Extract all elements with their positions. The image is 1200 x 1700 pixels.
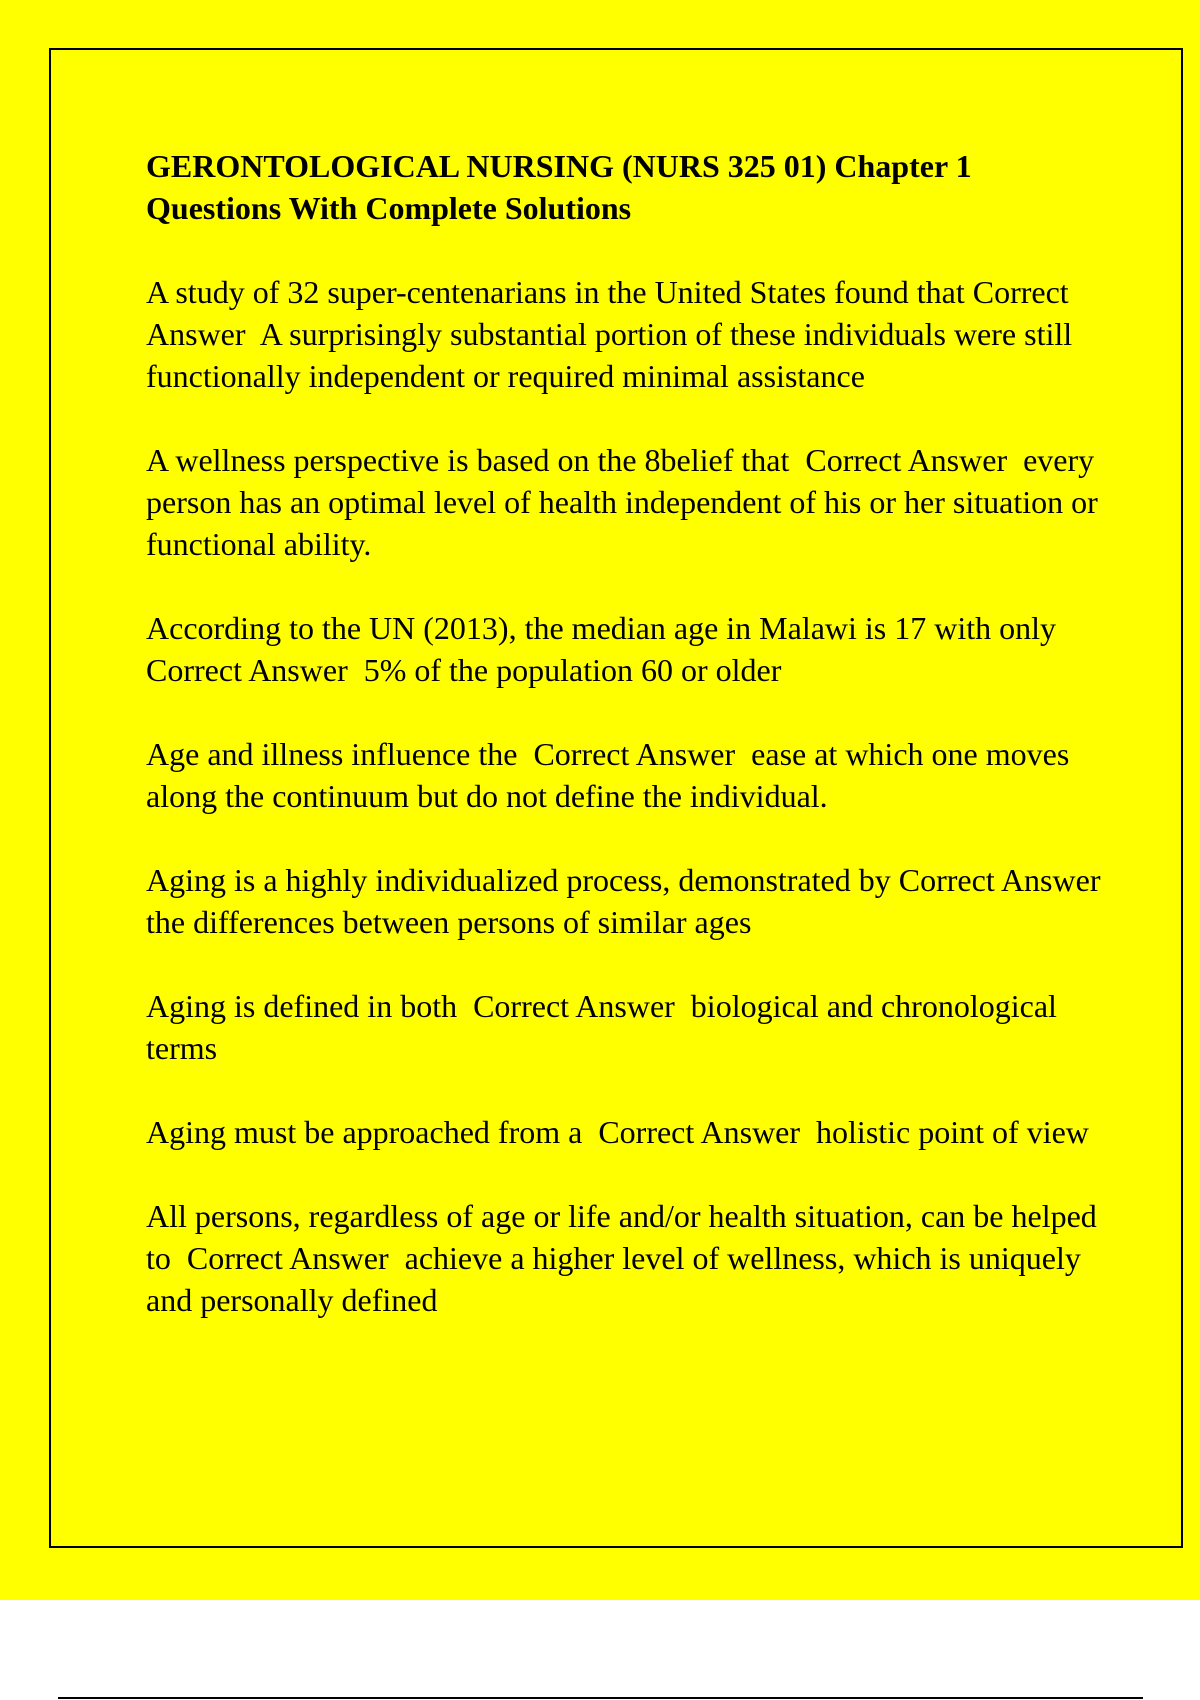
question-text: According to the UN (2013), the median age in Malawi is 17 with only: [146, 610, 1057, 646]
qa-item-7: [146, 1111, 1106, 1153]
qa-item-3: [146, 607, 1106, 691]
question-text: Aging must be approached from a: [146, 1114, 583, 1150]
answer-label: Correct Answer: [805, 442, 1008, 478]
answer-label: Correct Answer: [146, 274, 1075, 352]
qa-item-8: [146, 1195, 1106, 1321]
answer-text: A surprisingly substantial portion of these individuals were still functionally independent or required minimal assistance: [146, 316, 1081, 394]
answer-label: Correct Answer: [898, 862, 1101, 898]
answer-label: Correct Answer: [533, 736, 736, 772]
document-title: GERONTOLOGICAL NURSING (NURS 325 01) Chapter 1 Questions With Complete Solutions: [146, 148, 972, 226]
footer-divider: [58, 1697, 1143, 1699]
qa-item-4: [146, 733, 1106, 817]
qa-item-6: [146, 985, 1106, 1069]
qa-item-5: [146, 859, 1106, 943]
question-text: A wellness perspective is based on the 8belief that: [146, 442, 790, 478]
answer-text: holistic point of view: [816, 1114, 1089, 1150]
answer-label: Correct Answer: [473, 988, 675, 1024]
question-text: Age and illness influence the: [146, 736, 518, 772]
qa-item-1: [146, 271, 1106, 397]
qa-item-2: [146, 439, 1106, 565]
answer-label: Correct Answer: [186, 1240, 389, 1276]
answer-text: the differences between persons of similar ages: [146, 904, 752, 940]
answer-label: Correct Answer: [598, 1114, 801, 1150]
answer-text: ease at which one moves along the continuum but do not define the individual.: [146, 736, 1078, 814]
question-text: All persons, regardless of age or life and/or health situation, can be helped to: [146, 1198, 1105, 1276]
question-text: A study of 32 super-centenarians in the United States found that: [146, 274, 965, 310]
answer-text: achieve a higher level of wellness, which is uniquely and personally defined: [146, 1240, 1089, 1318]
answer-text: 5% of the population 60 or older: [363, 652, 782, 688]
question-text: Aging is defined in both: [146, 988, 458, 1024]
question-text: Aging is a highly individualized process, demonstrated by: [146, 862, 891, 898]
document-content: [146, 145, 1106, 1363]
answer-label: Correct Answer: [146, 652, 348, 688]
answer-text: biological and chronological terms: [146, 988, 1065, 1066]
answer-text: every person has an optimal level of health independent of his or her situation or functional ability.: [146, 442, 1106, 562]
